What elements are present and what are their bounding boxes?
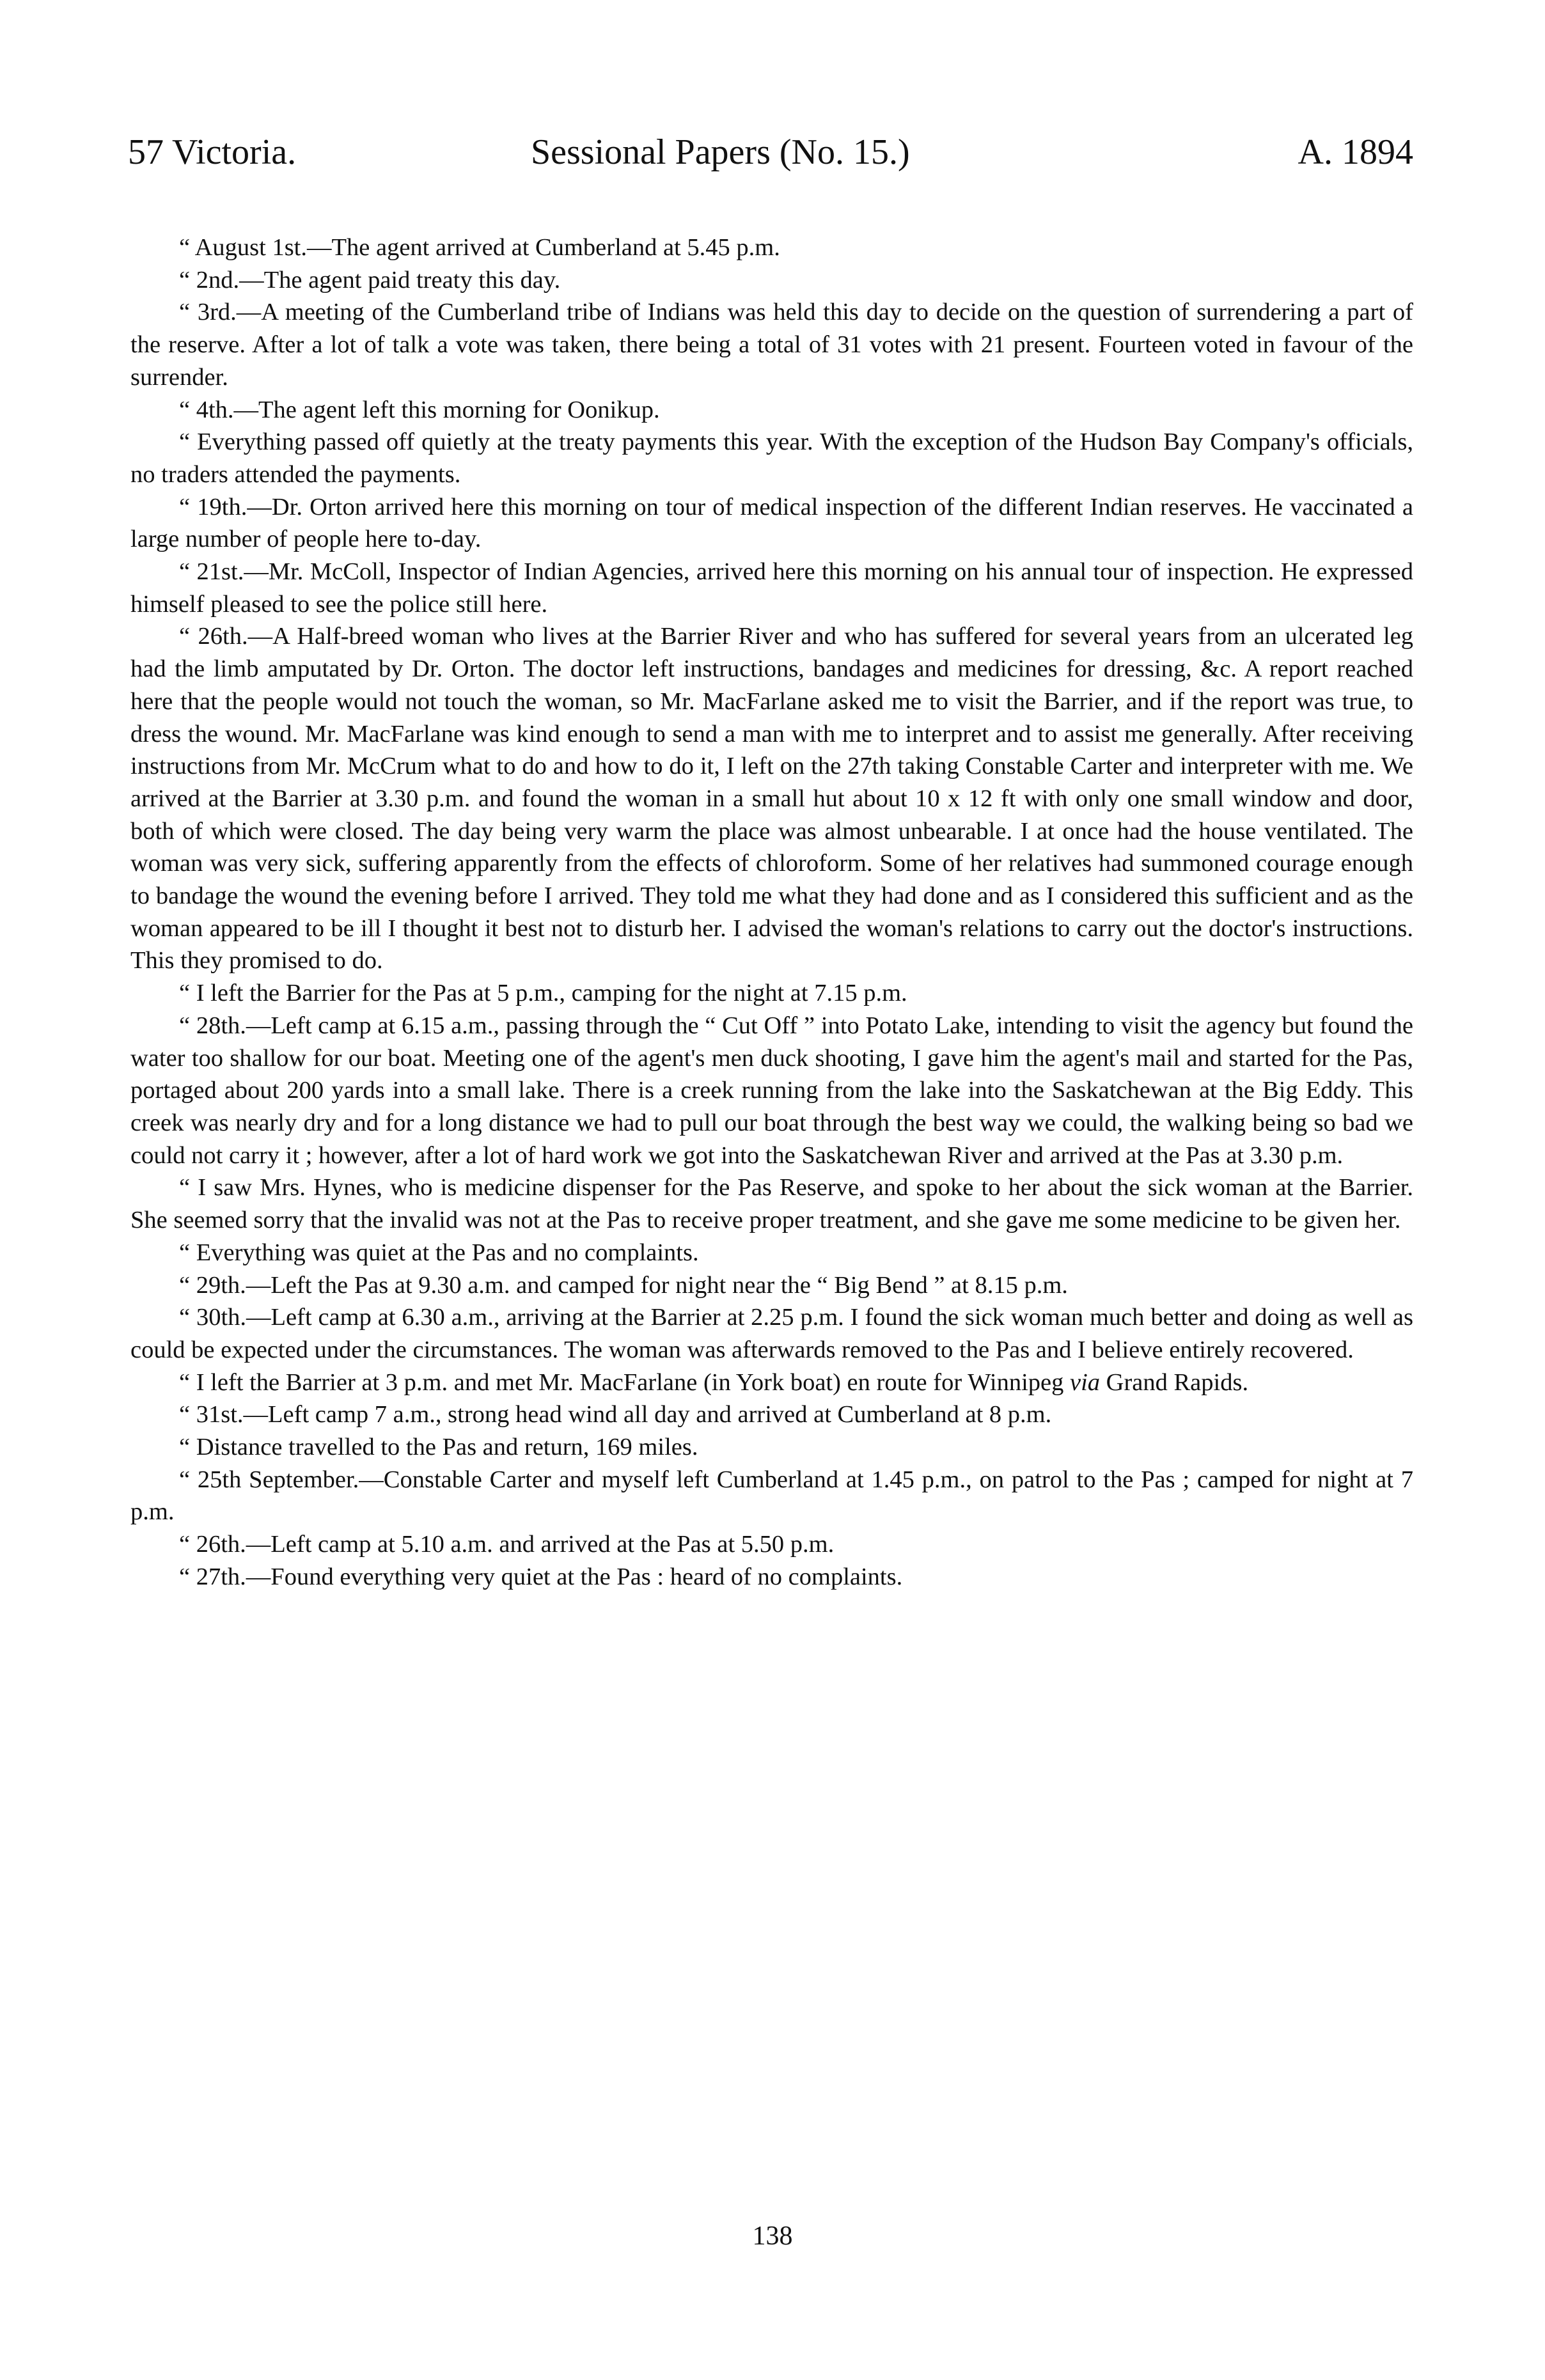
paragraph: “ 30th.—Left camp at 6.30 a.m., arriving at the Barrier at 2.25 p.m. I found the sick woman much better and doing as well as could be expected under the circumstances. The woman was afterwards removed to the Pas and I believe entirely recovered. — [130, 1304, 1413, 1363]
paragraph-winnipeg — [130, 1366, 1413, 1399]
paragraph: “ I left the Barrier for the Pas at 5 p.m., camping for the night at 7.15 p.m. — [179, 980, 907, 1007]
running-header — [128, 127, 1413, 178]
paragraph: “ 26th.—Left camp at 5.10 a.m. and arrived at the Pas at 5.50 p.m. — [179, 1531, 835, 1558]
italic-text: via — [1069, 1368, 1101, 1396]
text-run: Grand Rapids. — [1100, 1368, 1249, 1396]
paragraph: “ 26th.—A Half-breed woman who lives at the Barrier River and who has suffered for several years from an ulcerated leg had the limb amputated by Dr. Orton. The doctor left instructions, bandages and medicines for dressing, &c. A report reached here that the people would not touch the woman, so Mr. MacFarlane asked me to visit the Barrier, and if the report was true, to dress the wound. Mr. MacFarlane was kind enough to send a man with me to interpret and to assist me generally. After receiving instructions from Mr. McCrum what to do and how to do it, I left on the 27th taking Constable Carter and interpreter with me. We arrived at the Barrier at 3.30 p.m. and found the woman in a small hut about 10 x 12 ft with only one small window and door, both of which were closed. The day being very warm the place was almost unbearable. I at once had the house ventilated. The woman was very sick, suffering apparently from the effects of chloroform. Some of her relatives had summoned courage enough to bandage the wound the evening before I arrived. They told me what they had done and as I considered this sufficient and as the woman appeared to be ill I thought it best not to disturb her. I advised the woman's relations to carry out the doctor's instructions. This they promised to do. — [130, 623, 1413, 975]
paragraph: “ August 1st.—The agent arrived at Cumberland at 5.45 p.m. — [179, 234, 780, 261]
paragraph: “ 31st.—Left camp 7 a.m., strong head wind all day and arrived at Cumberland at 8 p.m. — [179, 1401, 1052, 1429]
page-number: 138 — [752, 2221, 793, 2251]
paragraph: “ 21st.—Mr. McColl, Inspector of Indian Agencies, arrived here this morning on his annual tour of inspection. He expressed himself pleased to see the police still here. — [130, 558, 1413, 618]
paragraph: “ 27th.—Found everything very quiet at the Pas : heard of no complaints. — [179, 1563, 903, 1590]
paragraph: “ 19th.—Dr. Orton arrived here this morning on tour of medical inspection of the different Indian reserves. He vaccinated a large number of people here to-day. — [130, 493, 1413, 553]
document-body — [130, 231, 1413, 1593]
text-run: “ I left the Barrier at 3 p.m. and met Mr. MacFarlane (in York boat) en route for Winnipeg — [179, 1368, 1070, 1396]
paragraph: “ 29th.—Left the Pas at 9.30 a.m. and camped for night near the “ Big Bend ” at 8.15 p.m. — [179, 1271, 1068, 1299]
paragraph: “ I saw Mrs. Hynes, who is medicine dispenser for the Pas Reserve, and spoke to her about the sick woman at the Barrier. She seemed sorry that the invalid was not at the Pas to receive proper treatment, and she gave me some medicine to be given her. — [130, 1174, 1413, 1234]
paragraph: “ Everything passed off quietly at the treaty payments this year. With the exception of the Hudson Bay Company's officials, no traders attended the payments. — [130, 428, 1413, 488]
paragraph: “ 25th September.—Constable Carter and myself left Cumberland at 1.45 p.m., on patrol to the Pas ; camped for night at 7 p.m. — [130, 1466, 1413, 1526]
header-title: Sessional Papers (No. 15.) — [531, 132, 910, 172]
paragraph: “ Everything was quiet at the Pas and no complaints. — [179, 1239, 699, 1266]
paragraph: “ Distance travelled to the Pas and return, 169 miles. — [179, 1434, 698, 1461]
header-year: A. 1894 — [1298, 132, 1413, 172]
paragraph: “ 28th.—Left camp at 6.15 a.m., passing through the “ Cut Off ” into Potato Lake, intending to visit the agency but found the water too shallow for our boat. Meeting one of the agent's men duck shooting, I gave him the agent's mail and started for the Pas, portaged about 200 yards into a small lake. There is a creek running from the lake into the Saskatchewan at the Big Eddy. This creek was nearly dry and for a long distance we had to pull our boat through the best way we could, the walking being so bad we could not carry it ; however, after a lot of hard work we got into the Saskatchewan River and arrived at the Pas at 3.30 p.m. — [130, 1012, 1413, 1169]
header-volume: 57 Victoria. — [128, 132, 297, 172]
paragraph: “ 2nd.—The agent paid treaty this day. — [179, 266, 561, 294]
paragraph: “ 3rd.—A meeting of the Cumberland tribe of Indians was held this day to decide on the question of surrendering a part of the reserve. After a lot of talk a vote was taken, there being a total of 31 votes with 21 present. Fourteen voted in favour of the surrender. — [130, 299, 1413, 391]
paragraph: “ 4th.—The agent left this morning for Oonikup. — [179, 396, 660, 423]
